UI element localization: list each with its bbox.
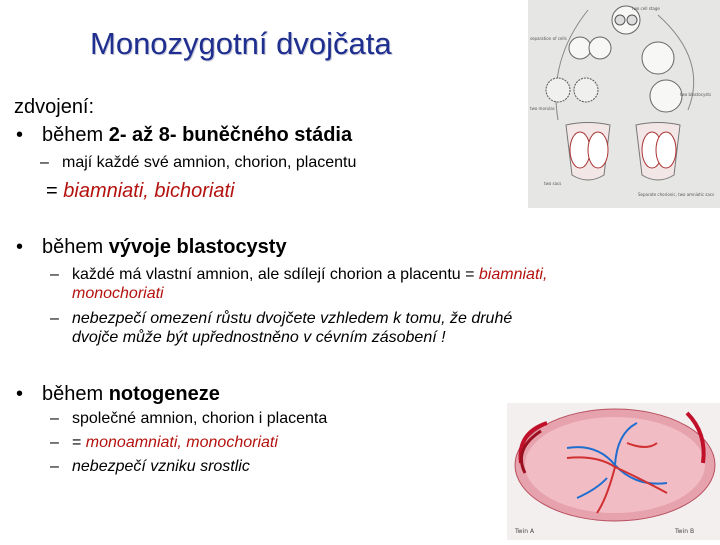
section3-bold: notogeneze [108, 383, 220, 405]
section2-sub1-red-a: biamniati, [478, 266, 548, 283]
section1-sub1 [40, 154, 356, 172]
section3-sub1 [50, 410, 327, 428]
label-twin-a: Twin A [515, 528, 535, 535]
section1-result-eq: = [46, 180, 64, 202]
section1-bold: 2- až 8- buněčného stádia [108, 124, 353, 146]
dash: – [50, 458, 59, 475]
section3-sub2 [50, 434, 278, 452]
label-twin-b: Twin B [675, 528, 695, 535]
section3-sub2-red: monoamniati, monochoriati [85, 434, 278, 451]
section1-result [46, 180, 234, 203]
slide-title: Monozygotní dvojčata [90, 26, 392, 61]
section2-sub2 [50, 309, 512, 347]
dash: – [50, 266, 59, 283]
dash: – [50, 434, 59, 451]
dash: – [50, 310, 59, 327]
dash: – [40, 154, 49, 171]
twin-development-figure [528, 0, 720, 208]
section2-sub2-line1: nebezpečí omezení růstu dvojčete vzhledem k tomu, že druhé [72, 310, 513, 327]
section2-prefix: během [42, 236, 109, 258]
monochorionic-twins-figure [507, 403, 720, 540]
label-two-sacs: two sacs [544, 181, 562, 186]
label-two-cell: two cell stage [632, 6, 660, 11]
section3-sub2-eq: = [72, 434, 86, 451]
section3-prefix: během [42, 383, 109, 405]
section1-heading [16, 124, 352, 147]
label-separation: separation of cells [530, 36, 567, 41]
bullet: • [16, 383, 24, 405]
section2-sub1 [50, 265, 547, 303]
section3-sub1-text: společné amnion, chorion i placenta [72, 410, 328, 427]
label-separate-sacs: Separate chorionic, two amniotic sacs [638, 192, 715, 197]
section2-sub1-red-b: monochoriati [72, 285, 164, 302]
section3-sub3-text: nebezpečí vzniku srostlic [72, 458, 250, 475]
section2-sub2-line2: dvojče může být upřednostněno v cévním zásobení ! [72, 329, 446, 346]
intro-label: zdvojení: [14, 96, 95, 118]
section1-result-text: biamniati, bichoriati [63, 180, 235, 202]
twin-development-diagram [528, 0, 720, 208]
section1-sub1-text: mají každé své amnion, chorion, placentu [62, 154, 357, 171]
section1-prefix: během [42, 124, 109, 146]
section2-sub1-text: každé má vlastní amnion, ale sdílejí chorion a placentu = [72, 266, 479, 283]
bullet: • [16, 124, 24, 146]
section2-heading [16, 236, 287, 259]
monochorionic-twins-diagram [507, 403, 720, 540]
section3-heading [16, 383, 220, 406]
label-two-blastocysts: two blastocysts [680, 92, 712, 97]
dash: – [50, 410, 59, 427]
label-two-morulas: two morulas [530, 106, 555, 111]
section2-bold: vývoje blastocysty [108, 236, 287, 258]
section3-sub3 [50, 458, 250, 476]
bullet: • [16, 236, 24, 258]
